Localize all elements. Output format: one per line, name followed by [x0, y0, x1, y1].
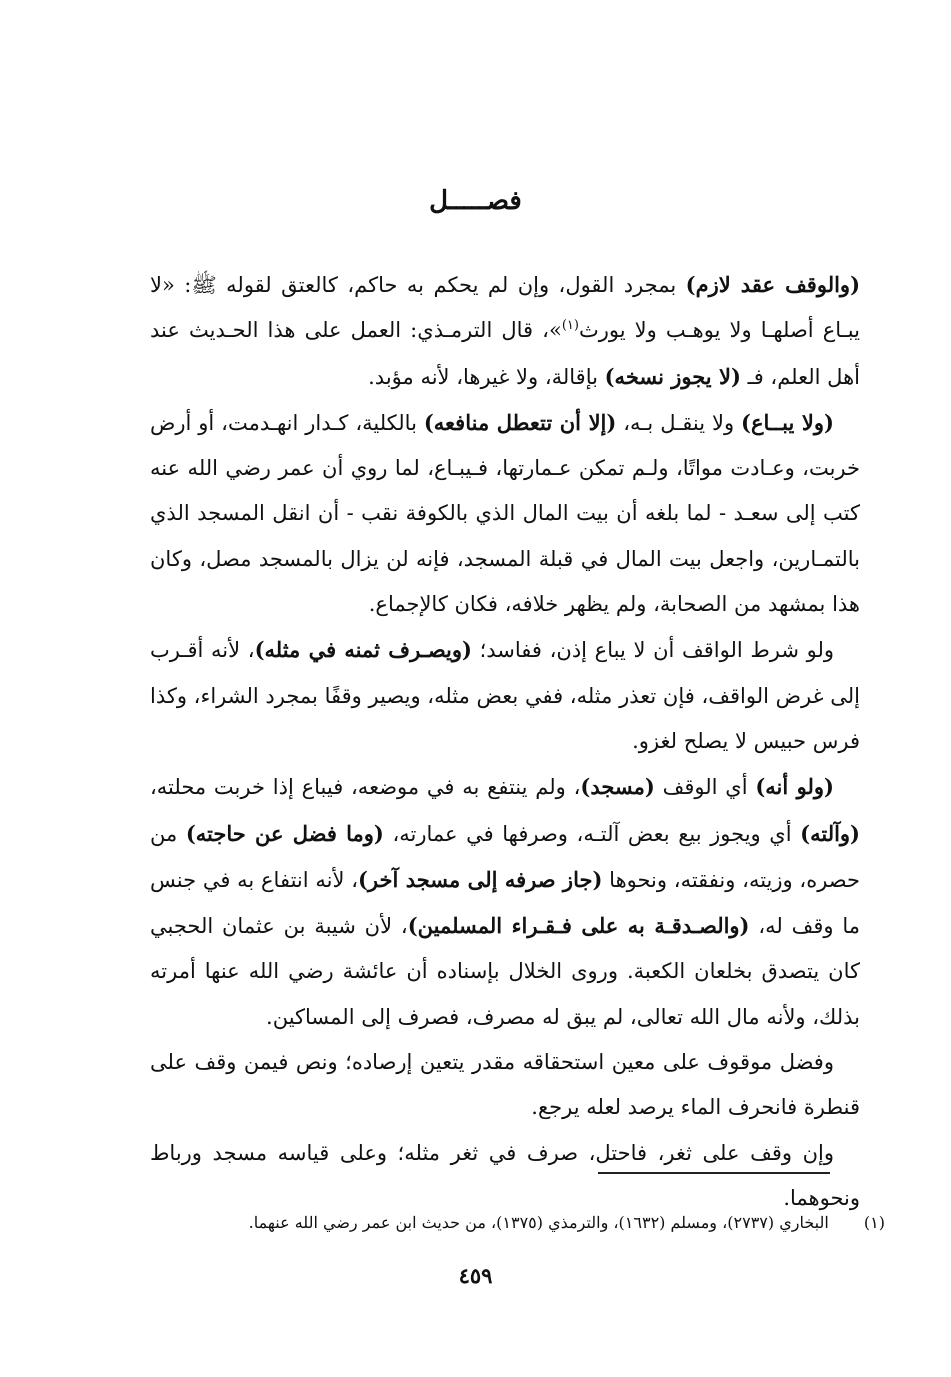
footnote-divider	[598, 1172, 830, 1174]
body-text	[150, 262, 860, 1221]
bold-text: (ويصـرف ثمنه في مثله)	[254, 637, 472, 663]
text-run: ، ولم ينتفع به في موضعه، فيباع إذا خربت محلته،	[150, 775, 581, 800]
bold-text: (جاز صرفه إلى مسجد آخر)	[357, 866, 603, 892]
bold-text: (مسجد)	[580, 774, 655, 800]
paragraph	[150, 764, 860, 1040]
bold-text: (ولا يبــاع)	[741, 409, 834, 435]
text-run: وإن وقف على ثغر، فاحتل، صرف في ثغر مثله؛ وعلى قياسه مسجد ورباط ونحوهما.	[150, 1140, 860, 1210]
text-run: ، لأنه أقـرب إلى غرض الواقف، فإن تعذر مثله، ففي بعض مثله، ويصير وقفًا بمجرد الشراء، وكذا فرس حبيس لا يصلح لغزو.	[150, 638, 860, 753]
text-run: ، لأن شيبة بن عثمان الحجبي كان يتصدق بخلعان الكعبة. وروى الخلال بإسناده أن عائشة رضي الله عنها أمرته بذلك، ولأنه مال الله تعالى، لم يبق له مصرف، فصرف إلى المساكين.	[150, 914, 860, 1029]
section-heading: فصـــــل	[429, 186, 522, 216]
footnote-text: البخاري (٢٧٣٧)، ومسلم (١٦٣٢)، والترمذي (١٣٧٥)، من حديث ابن عمر رضي الله عنهما.	[248, 1213, 829, 1232]
footnote	[150, 1210, 885, 1236]
bold-text: (لا يجوز نسخه)	[604, 363, 741, 389]
bold-text: (وآلته)	[800, 820, 860, 846]
paragraph	[150, 400, 860, 627]
text-run: بإقالة، ولا غيرها، لأنه مؤبد.	[368, 364, 605, 389]
footnote-number: (١)	[863, 1213, 885, 1232]
bold-text: (وما فضل عن حاجته)	[185, 820, 384, 846]
text-run: »، قال الترمـذي: العمل على هذا الحـديث عند أهل العلم، فـ	[150, 318, 860, 389]
text-run: ، لأنه انتفاع به في جنس ما وقف له،	[150, 867, 860, 939]
footnote-ref: (١)	[561, 318, 579, 334]
paragraph	[150, 1040, 860, 1131]
page-number: ٤٥٩	[458, 1263, 493, 1288]
text-run: أي الوقف	[654, 775, 756, 800]
text-run: وفضل موقوف على معين استحقاقه مقدر يتعين إرصاده؛ ونص فيمن وقف على قنطرة فانحرف الماء يرصد لعله يرجع.	[150, 1050, 860, 1120]
paragraph	[150, 1131, 860, 1222]
text-run: ولو شرط الواقف أن لا يباع إذن، ففاسد؛	[471, 638, 834, 663]
bold-text: (والصـدقـة به على فـقـراء المسلمين)	[407, 913, 750, 939]
bold-text: (إلا أن تتعطل منافعه)	[423, 409, 617, 435]
bold-text: (ولو أنه)	[755, 774, 834, 800]
text-run: ولا ينقـل بـه،	[616, 410, 742, 435]
text-run: بمجرد القول، وإن لم يحكم به حاكم، كالعتق لقوله ﷺ: «لا يبـاع أصلهـا ولا يوهـب ولا يورث	[150, 273, 860, 343]
paragraph	[150, 627, 860, 764]
bold-text: (والوقف عقد لازم)	[685, 272, 860, 297]
text-run: بالكلية، كـدار انهـدمت، أو أرض خربت، وعـادت مواتًا، ولـم تمكن عـمارتها، فـيبـاع، لما روي أن عمر رضي الله عنه كتب إلى سعـد - لما بلغه أن بيت المال الذي بالكوفة نقب - أن انقل المسجد الذي بالتمـارين، واجعل بيت المال في قبلة المسجد، فإنه لن يزال بالمسجد مصل، وكان هذا بمشهد من الصحابة، ولم يظهر خلافه، فكان كالإجماع.	[150, 410, 860, 617]
text-run: أي ويجوز بيع بعض آلتـه، وصرفها في عمارته،	[383, 821, 801, 846]
text-run: من حصره، وزيته، ونفقته، ونحوها	[150, 821, 860, 892]
paragraph	[150, 262, 860, 400]
